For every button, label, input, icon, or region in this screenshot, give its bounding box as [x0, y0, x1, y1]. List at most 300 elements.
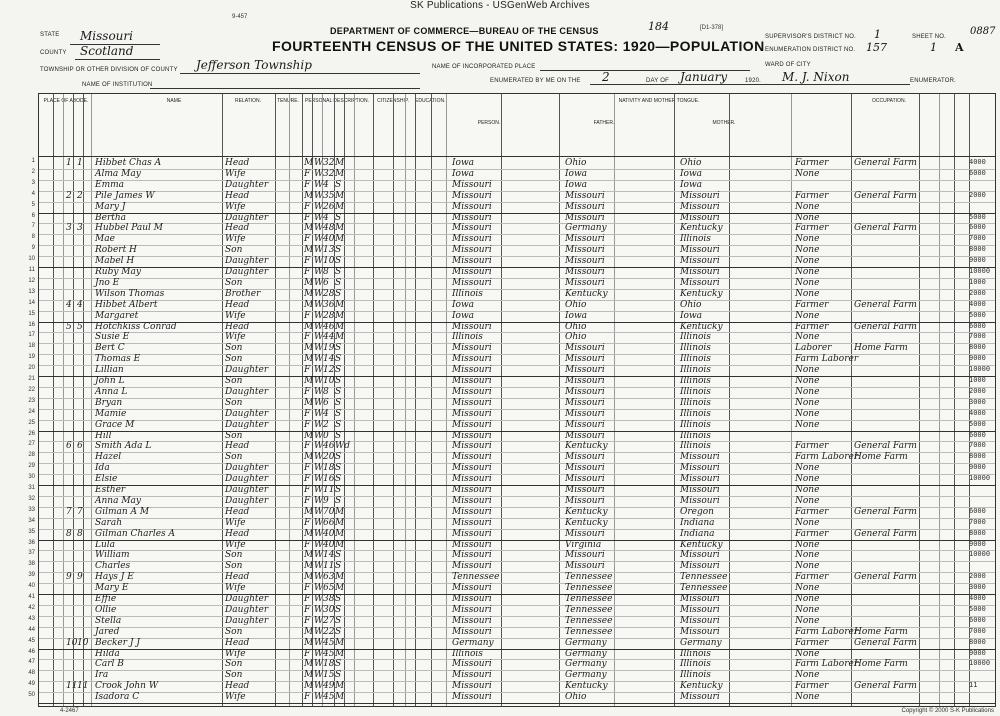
age: 70 [323, 506, 335, 517]
marital-status: M [335, 583, 345, 594]
sex: M [304, 288, 314, 299]
age: 19 [323, 343, 335, 354]
race: W [314, 299, 324, 310]
margin-number: 7000 [969, 517, 986, 526]
age: 38 [323, 594, 335, 604]
person-name: Hibbet Chas A [95, 158, 162, 168]
father-birthplace: Missouri [565, 212, 605, 223]
birthplace: Missouri [452, 659, 492, 670]
race: W [314, 463, 324, 474]
relation: Daughter [225, 474, 269, 485]
occupation: None [795, 168, 820, 179]
row-number: 13 [28, 288, 35, 295]
margin-number: 3000 [969, 583, 986, 592]
race: W [314, 168, 324, 179]
age: 15 [323, 670, 335, 681]
person-name: Effie [95, 594, 117, 604]
father-birthplace: Missouri [565, 245, 605, 256]
column-divider [53, 94, 54, 706]
row-number: 32 [28, 495, 35, 502]
row-number: 34 [28, 517, 35, 524]
header-mother: MOTHER. [712, 120, 736, 126]
age: 20 [323, 452, 335, 463]
race: W [314, 659, 324, 670]
margin-number: 2000 [969, 386, 986, 395]
enumerator-name: M. J. Nixon [782, 70, 850, 84]
marital-status: M [335, 572, 345, 583]
relation: Son [225, 550, 243, 561]
industry: General Farm [854, 637, 917, 648]
margin-number: 1000 [969, 376, 986, 384]
sex: F [304, 604, 311, 615]
institution-label: NAME OF INSTITUTION [82, 82, 153, 88]
race: W [314, 321, 324, 332]
marital-status: S [335, 288, 342, 299]
margin-number: 8000 [969, 637, 986, 646]
relation: Son [225, 659, 243, 670]
person-name: Bertha [95, 212, 127, 223]
marital-status: S [335, 561, 342, 572]
margin-number: 3000 [969, 397, 986, 406]
race: W [314, 365, 324, 376]
margin-number: 6000 [969, 168, 986, 177]
age: 14 [323, 354, 335, 365]
industry: General Farm [854, 572, 917, 583]
column-divider [446, 94, 447, 706]
father-birthplace: Germany [565, 659, 607, 670]
industry: General Farm [854, 158, 917, 168]
birthplace: Missouri [452, 550, 492, 561]
state-label: STATE [40, 32, 60, 38]
column-divider [275, 94, 276, 706]
mother-birthplace: Missouri [680, 561, 720, 572]
mother-birthplace: Ohio [680, 158, 702, 168]
industry: General Farm [854, 223, 917, 234]
person-name: Mary J [95, 201, 126, 212]
mother-birthplace: Illinois [680, 397, 711, 408]
occupation: Farmer [795, 506, 829, 517]
relation: Son [225, 277, 243, 288]
relation: Head [225, 158, 250, 168]
margin-number: 5000 [969, 604, 986, 613]
sex: M [304, 190, 314, 201]
birthplace: Missouri [452, 190, 492, 201]
marital-status: M [335, 681, 345, 692]
relation: Wife [225, 332, 246, 343]
margin-number: 2000 [969, 572, 986, 581]
sex: M [304, 681, 314, 692]
race: W [314, 594, 324, 604]
person-name: Hibbet Albert [95, 299, 158, 310]
birthplace: Missouri [452, 692, 492, 703]
race: W [314, 397, 324, 408]
row-number: 14 [28, 299, 35, 306]
race: W [314, 604, 324, 615]
occupation: None [795, 561, 820, 572]
father-birthplace: Ohio [565, 299, 587, 310]
relation: Wife [225, 648, 246, 659]
margin-number: 8000 [969, 528, 986, 537]
person-name: Alma May [95, 168, 141, 179]
birthplace: Missouri [452, 234, 492, 245]
father-birthplace: Missouri [565, 561, 605, 572]
race: W [314, 190, 324, 201]
person-name: Mamie [95, 408, 127, 419]
relation: Wife [225, 692, 246, 703]
birthplace: Missouri [452, 365, 492, 376]
sex: F [304, 179, 311, 190]
relation: Daughter [225, 485, 269, 495]
father-birthplace: Missouri [565, 408, 605, 419]
marital-status: S [335, 485, 342, 495]
birthplace: Missouri [452, 506, 492, 517]
birthplace: Missouri [452, 441, 492, 452]
mother-birthplace: Illinois [680, 670, 711, 681]
occupation: None [795, 463, 820, 474]
row-number: 16 [28, 321, 35, 328]
family-number: 3 [77, 223, 83, 234]
occupation: None [795, 386, 820, 397]
age: 4 [323, 179, 329, 190]
marital-status: S [335, 463, 342, 474]
age: 32 [323, 168, 335, 179]
relation: Head [225, 506, 250, 517]
father-birthplace: Missouri [565, 190, 605, 201]
marital-status: M [335, 190, 345, 201]
birthplace: Missouri [452, 670, 492, 681]
industry: General Farm [854, 528, 917, 539]
father-birthplace: Missouri [565, 463, 605, 474]
relation: Wife [225, 539, 246, 550]
mother-birthplace: Illinois [680, 386, 711, 397]
marital-status: S [335, 550, 342, 561]
age: 0 [323, 430, 329, 441]
father-birthplace: Tennessee [565, 615, 613, 626]
sex: M [304, 561, 314, 572]
enumerated-day: 2 [602, 70, 610, 84]
marital-status: M [335, 310, 345, 321]
birthplace: Missouri [452, 212, 492, 223]
sheet-corner: 0887 [970, 26, 996, 37]
column-divider [393, 94, 394, 706]
ed-value: 157 [866, 41, 887, 54]
occupation: Farmer [795, 299, 829, 310]
birthplace: Missouri [452, 528, 492, 539]
sex: M [304, 637, 314, 648]
relation: Wife [225, 234, 246, 245]
margin-number: 2000 [969, 288, 986, 297]
sex: F [304, 386, 311, 397]
margin-number: 4000 [969, 299, 986, 308]
person-name: Stella [95, 615, 122, 626]
industry: General Farm [854, 506, 917, 517]
dwelling-number: 11 [66, 681, 78, 692]
row-number: 7 [31, 223, 35, 230]
race: W [314, 288, 324, 299]
relation: Head [225, 637, 250, 648]
supervisor-value: 1 [874, 28, 881, 41]
margin-number: 8000 [969, 245, 986, 254]
age: 36 [323, 299, 335, 310]
margin-number: 5000 [969, 310, 986, 319]
header-name: NAME [166, 98, 182, 104]
marital-status: M [335, 321, 345, 332]
row-number: 33 [28, 506, 35, 513]
birthplace: Missouri [452, 277, 492, 288]
race: W [314, 615, 324, 626]
row-number: 15 [28, 310, 35, 317]
industry: General Farm [854, 190, 917, 201]
occupation: None [795, 201, 820, 212]
marital-status: M [335, 517, 345, 528]
mother-birthplace: Iowa [680, 168, 703, 179]
birthplace: Missouri [452, 321, 492, 332]
person-name: Hotchkiss Conrad [95, 321, 177, 332]
age: 65 [323, 583, 335, 594]
sex: F [304, 256, 311, 267]
person-name: Carl B [95, 659, 124, 670]
race: W [314, 408, 324, 419]
marital-status: M [335, 637, 345, 648]
age: 2 [323, 419, 329, 430]
margin-number: 1000 [969, 277, 986, 286]
marital-status: M [335, 158, 345, 168]
mother-birthplace: Missouri [680, 550, 720, 561]
race: W [314, 539, 324, 550]
header-place-of-abode: PLACE OF ABODE. [43, 98, 89, 104]
age: 45 [323, 692, 335, 703]
row-number: 4 [31, 190, 35, 197]
row-number: 20 [28, 365, 35, 372]
father-birthplace: Germany [565, 648, 607, 659]
occupation: Farm Laborer [795, 354, 859, 365]
race: W [314, 495, 324, 506]
occupation: None [795, 594, 820, 604]
column-divider [431, 94, 432, 706]
column-divider [405, 94, 406, 706]
industry: General Farm [854, 681, 917, 692]
marital-status: M [335, 506, 345, 517]
age: 28 [323, 310, 335, 321]
row-number: 22 [28, 386, 35, 393]
mother-birthplace: Kentucky [680, 539, 723, 550]
column-divider [63, 94, 64, 706]
age: 22 [323, 626, 335, 637]
header-person: PERSON. [477, 120, 501, 126]
father-birthplace: Missouri [565, 386, 605, 397]
row-number: 46 [28, 648, 35, 655]
birthplace: Missouri [452, 561, 492, 572]
family-number: 11 [77, 681, 89, 692]
sex: F [304, 517, 311, 528]
margin-number: 4000 [969, 158, 986, 166]
occupation: None [795, 212, 820, 223]
race: W [314, 681, 324, 692]
mother-birthplace: Indiana [680, 517, 715, 528]
marital-status: M [335, 332, 345, 343]
person-name: Gilman Charles A [95, 528, 176, 539]
marital-status: S [335, 604, 342, 615]
marital-status: M [335, 223, 345, 234]
mother-birthplace: Missouri [680, 604, 720, 615]
race: W [314, 310, 324, 321]
person-name: Jno E [95, 277, 120, 288]
sex: F [304, 201, 311, 212]
occupation: Farmer [795, 572, 829, 583]
sex: M [304, 452, 314, 463]
margin-number: 7000 [969, 332, 986, 341]
row-number: 29 [28, 463, 35, 470]
father-birthplace: Missouri [565, 267, 605, 277]
relation: Wife [225, 583, 246, 594]
birthplace: Illinois [452, 288, 483, 299]
age: 66 [323, 517, 335, 528]
race: W [314, 430, 324, 441]
age: 40 [323, 234, 335, 245]
race: W [314, 234, 324, 245]
person-name: Hays J E [95, 572, 134, 583]
father-birthplace: Ohio [565, 332, 587, 343]
marital-status: S [335, 474, 342, 485]
person-name: Grace M [95, 419, 135, 430]
father-birthplace: Tennessee [565, 594, 613, 604]
incorporated-label: NAME OF INCORPORATED PLACE [432, 64, 536, 70]
relation: Head [225, 441, 250, 452]
row-number: 25 [28, 419, 35, 426]
column-divider [302, 94, 303, 706]
mother-birthplace: Missouri [680, 190, 720, 201]
relation: Son [225, 626, 243, 637]
person-name: Elsie [95, 474, 118, 485]
mother-birthplace: Missouri [680, 615, 720, 626]
margin-number: 10000 [969, 659, 991, 668]
mother-birthplace: Iowa [680, 179, 703, 190]
father-birthplace: Tennessee [565, 572, 613, 583]
row-number: 40 [28, 583, 35, 590]
mother-birthplace: Missouri [680, 201, 720, 212]
header-personal-description: PERSONAL DESCRIPTION. [305, 98, 369, 104]
relation: Head [225, 321, 250, 332]
marital-status: S [335, 386, 342, 397]
age: 10 [323, 376, 335, 386]
row-number: 24 [28, 408, 35, 415]
father-birthplace: Missouri [565, 277, 605, 288]
person-name: Ruby May [95, 267, 141, 277]
relation: Daughter [225, 365, 269, 376]
column-divider [354, 94, 355, 706]
enumerated-label: ENUMERATED BY ME ON THE [490, 78, 581, 84]
age: 6 [323, 397, 329, 408]
relation: Wife [225, 168, 246, 179]
ed-label: ENUMERATION DISTRICT NO. [765, 47, 856, 53]
age: 9 [323, 495, 329, 506]
corner-mark: 4-2467 [60, 708, 79, 714]
row-number: 35 [28, 528, 35, 535]
sex: F [304, 495, 311, 506]
row-number: 3 [31, 179, 35, 186]
father-birthplace: Missouri [565, 528, 605, 539]
relation: Head [225, 190, 250, 201]
mother-birthplace: Illinois [680, 354, 711, 365]
relation: Head [225, 223, 250, 234]
age: 6 [323, 277, 329, 288]
marital-status: M [335, 168, 345, 179]
margin-number: 6000 [969, 223, 986, 232]
age: 18 [323, 659, 335, 670]
person-name: Susie E [95, 332, 130, 343]
age: 63 [323, 572, 335, 583]
relation: Daughter [225, 386, 269, 397]
father-birthplace: Ohio [565, 321, 587, 332]
marital-status: S [335, 267, 342, 277]
age: 46 [323, 441, 335, 452]
birthplace: Iowa [452, 168, 475, 179]
marital-status: S [335, 277, 342, 288]
birthplace: Iowa [452, 299, 475, 310]
sheet-side: A [955, 41, 964, 54]
father-birthplace: Kentucky [565, 288, 608, 299]
sex: F [304, 463, 311, 474]
birthplace: Missouri [452, 615, 492, 626]
mother-birthplace: Tennessee [680, 572, 728, 583]
mother-birthplace: Missouri [680, 245, 720, 256]
stamp-number: 184 [648, 20, 669, 33]
row-number: 5 [31, 201, 35, 208]
occupation: None [795, 692, 820, 703]
sex: F [304, 615, 311, 626]
marital-status: S [335, 452, 342, 463]
relation: Son [225, 343, 243, 354]
margin-number: 11 [969, 681, 978, 690]
father-birthplace: Kentucky [565, 517, 608, 528]
occupation: Farmer [795, 528, 829, 539]
birthplace: Illinois [452, 332, 483, 343]
margin-number: 5000 [969, 419, 986, 428]
family-number: 6 [77, 441, 83, 452]
dwelling-number: 7 [66, 506, 72, 517]
row-number: 38 [28, 561, 35, 568]
marital-status: S [335, 245, 342, 256]
row-number: 26 [28, 430, 35, 437]
county-line [75, 59, 160, 60]
sex: F [304, 583, 311, 594]
sex: F [304, 234, 311, 245]
marital-status: M [335, 234, 345, 245]
father-birthplace: Kentucky [565, 681, 608, 692]
census-ledger [28, 93, 996, 707]
person-name: Charles [95, 561, 131, 572]
sex: M [304, 158, 314, 168]
person-name: Lillian [95, 365, 124, 376]
marital-status: S [335, 594, 342, 604]
race: W [314, 550, 324, 561]
race: W [314, 376, 324, 386]
occupation: None [795, 245, 820, 256]
age: 14 [323, 550, 335, 561]
birthplace: Illinois [452, 648, 483, 659]
mother-birthplace: Illinois [680, 343, 711, 354]
row-number: 48 [28, 670, 35, 677]
mother-birthplace: Illinois [680, 234, 711, 245]
age: 45 [323, 648, 335, 659]
occupation: Farmer [795, 441, 829, 452]
race: W [314, 201, 324, 212]
row-number: 37 [28, 550, 35, 557]
sheet-value: 1 [930, 41, 937, 54]
mother-birthplace: Indiana [680, 528, 715, 539]
occupation: None [795, 517, 820, 528]
sex: M [304, 354, 314, 365]
